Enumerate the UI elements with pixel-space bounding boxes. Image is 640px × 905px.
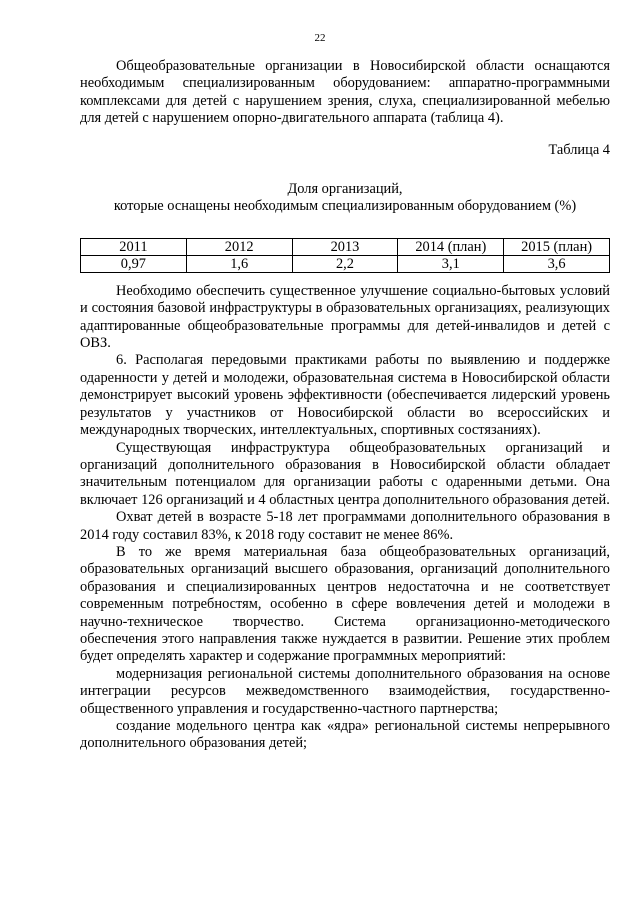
table-header-cell: 2012: [186, 238, 292, 255]
list-item: создание модельного центра как «ядра» региональной системы непрерывного дополнительного образования детей;: [80, 718, 610, 752]
table-title-line-1: Доля организаций,: [287, 181, 403, 198]
list-item: модернизация региональной системы дополнительного образования на основе интеграции ресурсов межведомственного взаимодействия, государственно-общественного управления и государственно-частного партнерства;: [80, 665, 610, 717]
table-header-row: [81, 238, 610, 255]
table-label: Таблица 4: [548, 141, 610, 158]
table-cell: 2,2: [292, 255, 398, 272]
paragraph: Охват детей в возрасте 5-18 лет программами дополнительного образования в 2014 году составил 83%, к 2018 году составит не менее 86%.: [80, 509, 610, 543]
paragraph: Необходимо обеспечить существенное улучшение социально-бытовых условий и состояния базовой инфраструктуры в образовательных организациях, реализующих адаптированные общеобразовательные программы для детей-инвалидов и детей с ОВЗ.: [80, 282, 610, 352]
table-cell: 3,1: [398, 255, 504, 272]
paragraph: В то же время материальная база общеобразовательных организаций, образовательных организаций высшего образования, организаций дополнительного образования и специализированных центров недостаточна и не соответствует современным потребностям, особенно в сфере вовлечения детей и молодежи в научно-техническое творчество. Система организационно-методического обеспечения этого направления также нуждается в развитии. Решение этих проблем будет определять характер и содержание программных мероприятий:: [80, 543, 610, 665]
table-header-cell: 2014 (план): [398, 238, 504, 255]
table-cell: 1,6: [186, 255, 292, 272]
equipment-share-table: [80, 238, 610, 273]
paragraph: 6. Располагая передовыми практиками работы по выявлению и поддержке одаренности у детей и молодежи, образовательная система в Новосибирской области демонстрирует высокий уровень эффективности (обеспечивается лидерский уровень результатов у участников от Новосибирской области во всероссийских и международных творческих, интеллектуальных, спортивных состязаниях).: [80, 352, 610, 439]
table-header-cell: 2011: [81, 238, 187, 255]
table-header-cell: 2015 (план): [504, 238, 610, 255]
paragraph: Существующая инфраструктура общеобразовательных организаций и организаций дополнительного образования в Новосибирской области обладает значительным потенциалом для организации работы с одаренными детьми. Она включает 126 организаций и 4 областных центра дополнительного образования детей.: [80, 439, 610, 508]
page-number: 22: [314, 32, 326, 44]
table-header-cell: 2013: [292, 238, 398, 255]
table-title: [80, 181, 610, 216]
table-cell: 3,6: [504, 255, 610, 272]
table-cell: 0,97: [81, 255, 187, 272]
table-row: [81, 255, 610, 272]
table-title-line-2: которые оснащены необходимым специализированным оборудованием (%): [113, 198, 577, 215]
intro-paragraph: Общеобразовательные организации в Новосибирской области оснащаются необходимым специализированным оборудованием: аппаратно-программными комплексами для детей с нарушением зрения, слуха, специализированной мебелью для детей с нарушением опорно-двигательного аппарата (таблица 4).: [80, 58, 610, 127]
document-body: [80, 58, 610, 753]
